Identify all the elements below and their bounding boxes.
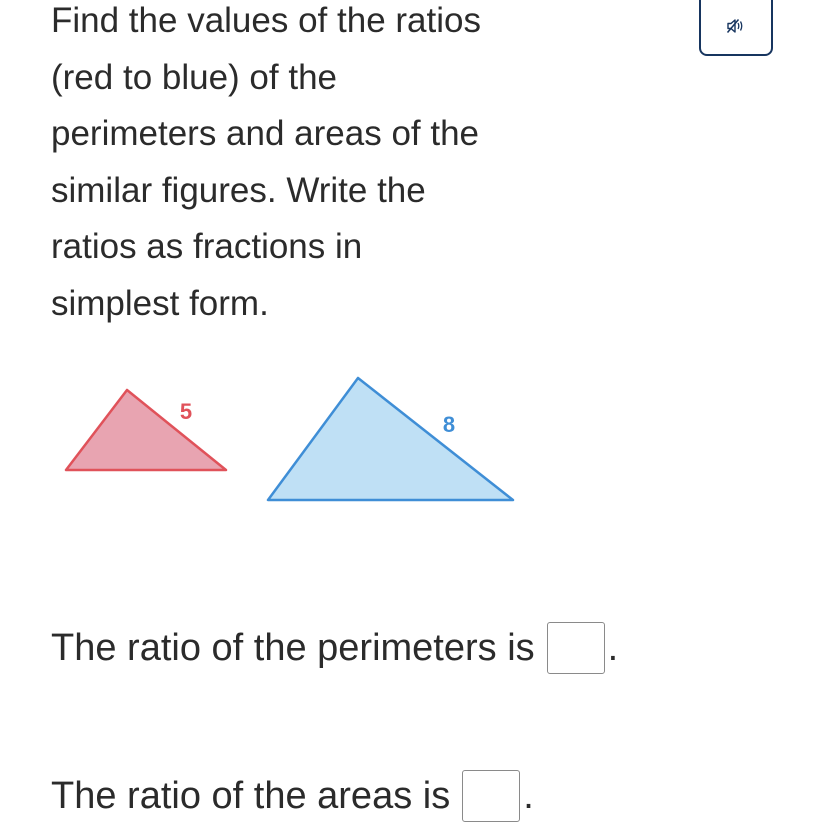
red-triangle [66, 390, 226, 470]
blue-triangle [268, 378, 513, 500]
perimeter-ratio-period: . [607, 626, 619, 669]
question-line: perimeters and areas of the [51, 114, 480, 153]
perimeter-ratio-prompt: The ratio of the perimeters is [51, 626, 535, 669]
speaker-muted-icon [726, 18, 746, 34]
area-ratio-input[interactable] [462, 770, 520, 822]
area-ratio-row [51, 767, 534, 825]
audio-button[interactable] [699, 0, 773, 56]
area-ratio-prompt: The ratio of the areas is [51, 774, 451, 817]
similar-figures [0, 360, 560, 520]
question-line: (red to blue) of the [51, 57, 337, 97]
perimeter-ratio-input[interactable] [547, 622, 605, 674]
red-triangle-side-label: 5 [179, 399, 193, 424]
question-line: similar figures. Write the [51, 170, 426, 210]
area-ratio-period: . [523, 774, 534, 817]
blue-triangle-side-label: 8 [442, 412, 456, 437]
question-line: Find the values of the ratios [51, 1, 481, 40]
perimeter-ratio-row [51, 619, 618, 677]
question-line: simplest form. [51, 283, 269, 323]
question-line: ratios as fractions in [51, 227, 363, 266]
question-text [51, 0, 571, 332]
